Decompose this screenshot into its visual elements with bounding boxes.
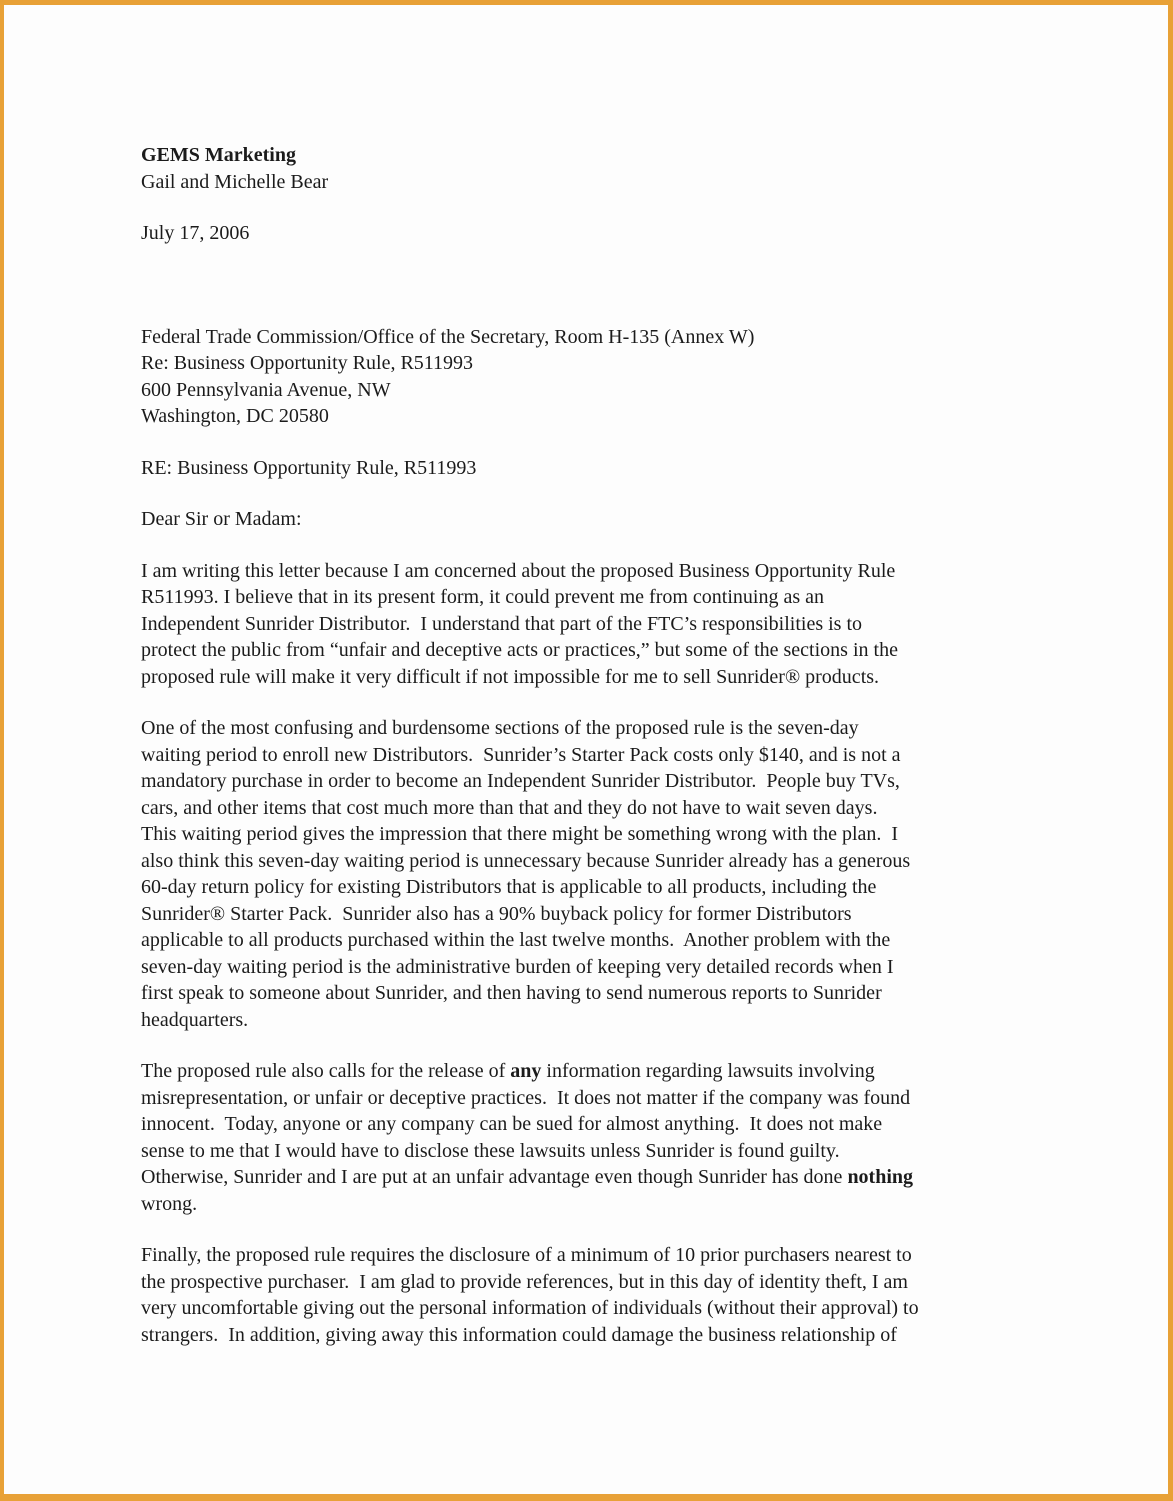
- paragraph-line: Finally, the proposed rule requires the disclosure of a minimum of 10 prior purchasers nearest to: [141, 1244, 912, 1266]
- sender-names: Gail and Michelle Bear: [141, 170, 329, 193]
- recipient-line: Federal Trade Commission/Office of the Secretary, Room H-135 (Annex W): [141, 325, 755, 348]
- paragraph-line: waiting period to enroll new Distributors. Sunrider’s Starter Pack costs only $140, and is not a: [141, 743, 901, 766]
- paragraph-line: seven-day waiting period is the administrative burden of keeping very detailed records when I: [141, 955, 894, 978]
- paragraph-line: applicable to all products purchased within the last twelve months. Another problem with the: [141, 929, 891, 951]
- emphasized-word: nothing: [847, 1166, 914, 1188]
- paragraph-line: mandatory purchase in order to become an Independent Sunrider Distributor. People buy TVs,: [141, 770, 900, 792]
- paragraph-line: [141, 1164, 1071, 1191]
- paragraph-1: [141, 558, 1071, 691]
- paragraph-line: first speak to someone about Sunrider, and then having to send numerous reports to Sunrider: [141, 982, 882, 1004]
- paragraph-line: strangers. In addition, giving away this information could damage the business relationship of: [141, 1323, 897, 1346]
- salutation: Dear Sir or Madam:: [141, 508, 302, 530]
- paragraph-line: very uncomfortable giving out the personal information of individuals (without their approval) to: [141, 1297, 919, 1319]
- paragraph-3: [141, 1058, 1071, 1217]
- sender-company: GEMS Marketing: [141, 144, 296, 166]
- paragraph-line: misrepresentation, or unfair or deceptive practices. It does not matter if the company was found: [141, 1086, 911, 1109]
- paragraph-line: R511993. I believe that in its present form, it could prevent me from continuing as an: [141, 586, 824, 608]
- paragraph-line: [141, 1058, 1071, 1085]
- paragraph-line: proposed rule will make it very difficult if not impossible for me to sell Sunrider® products.: [141, 665, 880, 688]
- subject-line: RE: Business Opportunity Rule, R511993: [141, 456, 477, 479]
- paragraph-line: This waiting period gives the impression that there might be something wrong with the plan. I: [141, 823, 899, 845]
- letter-date: July 17, 2006: [141, 222, 250, 244]
- paragraph-line: headquarters.: [141, 1008, 249, 1031]
- letter-content: [141, 142, 1071, 1348]
- recipient-block: [141, 324, 1071, 430]
- paragraph-text: information regarding lawsuits involving: [541, 1060, 875, 1082]
- recipient-line: 600 Pennsylvania Avenue, NW: [141, 378, 391, 401]
- paragraph-line: also think this seven-day waiting period is unnecessary because Sunrider already has a generous: [141, 849, 911, 872]
- recipient-line: Re: Business Opportunity Rule, R511993: [141, 352, 474, 374]
- paragraph-line: innocent. Today, anyone or any company can be sued for almost anything. It does not make: [141, 1113, 883, 1135]
- paragraph-text: The proposed rule also calls for the release of: [141, 1060, 511, 1082]
- subject-block: [141, 455, 1071, 482]
- paragraph-line: I am writing this letter because I am concerned about the proposed Business Opportunity Rule: [141, 559, 896, 582]
- date-block: [141, 220, 1071, 247]
- paragraph-line: sense to me that I would have to disclose these lawsuits unless Sunrider is found guilty.: [141, 1139, 840, 1162]
- paragraph-line: the prospective purchaser. I am glad to provide references, but in this day of identity theft, I am: [141, 1270, 908, 1293]
- recipient-line: Washington, DC 20580: [141, 405, 329, 427]
- paragraph-line: wrong.: [141, 1192, 198, 1215]
- paragraph-2: [141, 715, 1071, 1033]
- emphasized-word: any: [510, 1060, 542, 1082]
- paragraph-line: 60-day return policy for existing Distributors that is applicable to all products, including the: [141, 876, 877, 898]
- paragraph-line: cars, and other items that cost much more than that and they do not have to wait seven days.: [141, 796, 878, 819]
- paragraph-line: One of the most confusing and burdensome sections of the proposed rule is the seven-day: [141, 717, 859, 739]
- paragraph-line: protect the public from “unfair and deceptive acts or practices,” but some of the sections in the: [141, 639, 898, 661]
- sender-block: [141, 142, 1071, 195]
- paragraph-line: Sunrider® Starter Pack. Sunrider also has a 90% buyback policy for former Distributors: [141, 902, 852, 925]
- paragraph-4: [141, 1242, 1071, 1348]
- paragraph-text: Otherwise, Sunrider and I are put at an unfair advantage even though Sunrider has done: [141, 1166, 848, 1188]
- salutation-block: [141, 506, 1071, 533]
- paragraph-line: Independent Sunrider Distributor. I understand that part of the FTC’s responsibilities is to: [141, 612, 863, 635]
